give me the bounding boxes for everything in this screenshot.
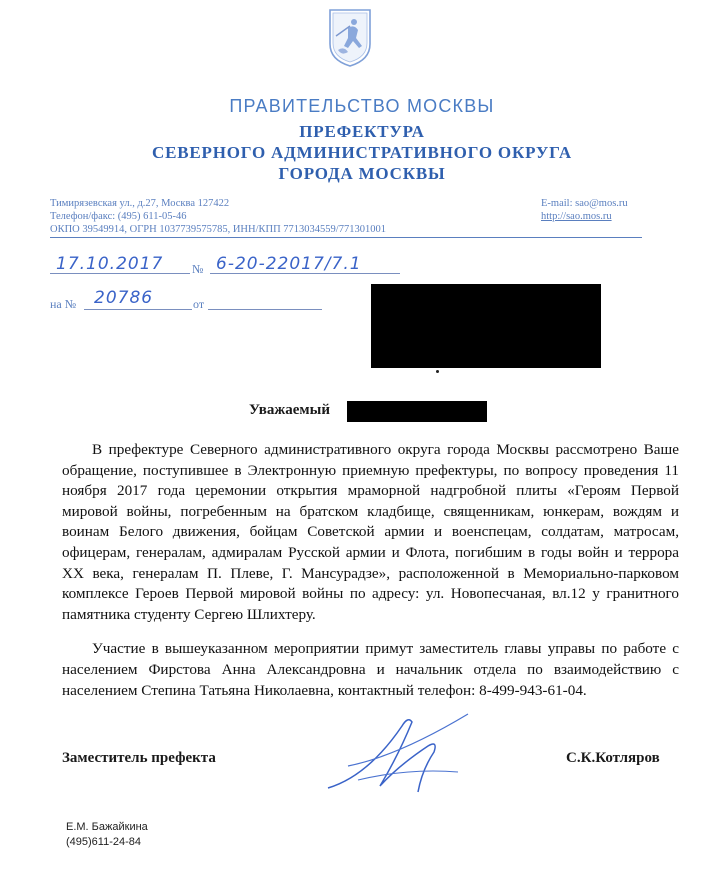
date-underline	[50, 273, 190, 274]
stray-dot	[436, 370, 439, 373]
letter-body	[62, 440, 679, 701]
address-block	[50, 197, 386, 236]
from-label: от	[193, 297, 205, 311]
from-underline	[208, 309, 322, 310]
executor-name: Е.М. Бажайкина	[66, 821, 148, 833]
body-paragraph-1: В префектуре Северного административного округа города Москвы рассмотрено Ваше обращение, поступившее в Электронную приемную префектуры, по вопросу проведения 11 ноября 2017 года церемонии открытия мраморной надгробной плиты «Героям Первой мировой войны, погребенным на братском кладбище, священникам, юнкерам, вождям и воинам Белого движения, бойцам Советской армии и военспецам, солдатам, матросам, офицерам, генералам, адмиралам Русской армии и Флота, погибшим в годы войн и террора XX века, генералам П. Плеве, Г. Мансурадзе», расположенной в Мемориально-парковом комплексе Героев Первой мировой войны по адресу: ул. Новопесчаная, вл.12 у гранитного памятника студенту Сергею Шлихтеру.	[62, 441, 679, 623]
signatory-name: С.К.Котляров	[566, 750, 660, 766]
moscow-coat-of-arms-icon	[326, 6, 374, 68]
redacted-recipient-name	[347, 401, 487, 422]
prefecture-district: СЕВЕРНОГО АДМИНИСТРАТИВНОГО ОКРУГА	[152, 143, 572, 162]
number-label: №	[192, 262, 204, 276]
reference-number: 20786	[94, 288, 154, 308]
registry-codes-line: ОКПО 39549914, ОГРН 1037739575785, ИНН/КПП 7713034559/771301001	[50, 224, 386, 235]
reference-underline	[84, 309, 192, 310]
header-divider	[50, 237, 642, 238]
registration-date: 17.10.2017	[56, 254, 164, 274]
signatory-title: Заместитель префекта	[62, 750, 216, 766]
website-link[interactable]: http://sao.mos.ru	[541, 211, 612, 222]
executor-phone: (495)611-24-84	[66, 836, 142, 848]
reference-label: на №	[50, 297, 77, 311]
registration-number: 6-20-22017/7.1	[216, 254, 362, 274]
greeting: Уважаемый	[249, 402, 330, 418]
prefecture-city: ГОРОДА МОСКВЫ	[278, 164, 446, 183]
phone-line: Телефон/факс: (495) 611-05-46	[50, 211, 187, 222]
prefecture-title: ПРЕФЕКТУРА	[299, 122, 425, 141]
address-line: Тимирязевская ул., д.27, Москва 127422	[50, 198, 230, 209]
government-title: ПРАВИТЕЛЬСТВО МОСКВЫ	[229, 96, 495, 116]
executor-block	[66, 820, 148, 850]
handwritten-signature	[318, 706, 478, 798]
contact-block	[541, 197, 628, 223]
redacted-recipient-address	[371, 284, 601, 368]
body-paragraph-2: Участие в вышеуказанном мероприятии примут заместитель главы управы по работе с населением Фирстова Анна Александровна и начальник отдела по взаимодействию с населением Степина Татьяна Николаевна, контактный телефон: 8-499-943-61-04.	[62, 640, 679, 699]
number-underline	[210, 273, 400, 274]
email-text: E-mail: sao@mos.ru	[541, 198, 628, 209]
